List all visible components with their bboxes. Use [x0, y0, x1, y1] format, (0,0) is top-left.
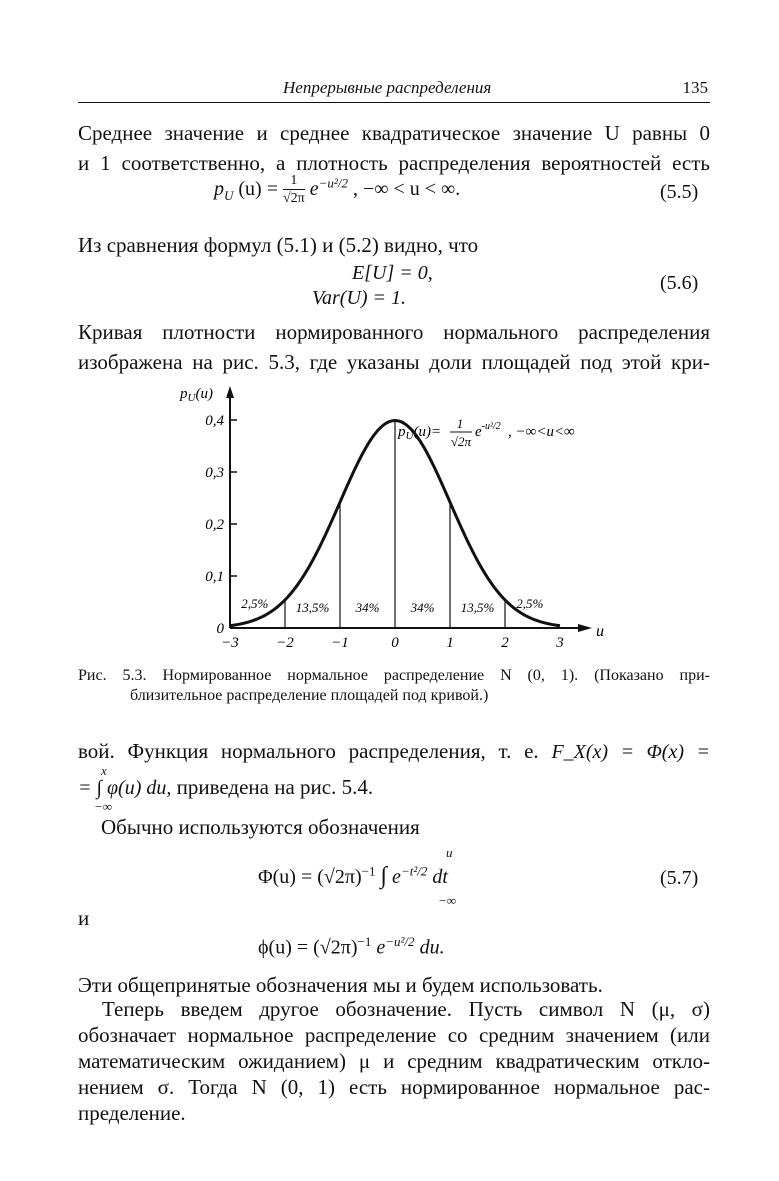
equation-number-5-7: (5.7): [660, 867, 699, 889]
p4-int-upper: x: [101, 763, 107, 778]
x-tick-label: 0: [391, 635, 399, 651]
formula-frac-den: √2π: [450, 434, 472, 449]
eq57-integrand-sup: −t²/2: [400, 863, 428, 879]
equation-phi: [258, 934, 445, 960]
paragraph-3: [78, 317, 710, 377]
y-tick-label: 0,2: [205, 517, 224, 533]
formula-frac-num: 1: [456, 416, 464, 431]
eq58-lhs: ϕ(u) = (√2π): [258, 936, 358, 959]
figure-5-3: [180, 380, 620, 655]
eq58-sup: −1: [357, 934, 372, 949]
x-axis-label: u: [596, 623, 604, 640]
x-tick-label: −2: [276, 635, 294, 651]
paragraph-line: нением σ. Тогда N (0, 1) есть нормированное нормальное рас-: [78, 1075, 710, 1099]
paragraph-line: обозначает нормальное распределение со средним значением (или: [78, 1023, 710, 1047]
equation-5-7: [258, 863, 448, 890]
paragraph-line: Кривая плотности нормированного нормального распределения: [78, 320, 710, 344]
paragraph-line: математическим ожиданием) μ и средним квадратическим откло-: [78, 1049, 710, 1073]
eq58-tail: du.: [419, 936, 445, 959]
eq58-base: e: [376, 936, 386, 959]
paragraph-line: изображена на рис. 5.3, где указаны доли площадей под этой кри-: [78, 350, 710, 374]
equation-number-5-6: (5.6): [660, 272, 699, 294]
formula-exp: $e^{-u^2/2}$: [475, 421, 501, 440]
page-number: 135: [682, 78, 708, 97]
running-title: Непрерывные распределения: [283, 78, 492, 97]
y-axis-arrow: [226, 386, 234, 398]
area-percentage-label: 2,5%: [516, 596, 544, 611]
equation-5-6-line2: Var(U) = 1.: [312, 287, 407, 309]
eq57-lhs: Φ(u) = (√2π): [258, 866, 362, 888]
paragraph-line: Теперь введем другое обозначение. Пусть символ N (μ, σ): [102, 997, 710, 1021]
x-tick-label: −1: [331, 635, 349, 651]
figure-caption: [78, 666, 710, 706]
p4-formula: F_X(x) = Φ(x) =: [551, 741, 711, 763]
paragraph-line: пределение.: [78, 1101, 186, 1125]
paragraph-line: и 1 соответственно, а плотность распределения вероятностей есть: [78, 151, 710, 175]
exp-sup: −u²/2: [318, 175, 348, 191]
eq57-integrand: e: [392, 866, 401, 888]
equation-5-5: [214, 173, 460, 208]
equation-5-6-line1: E[U] = 0,: [352, 262, 433, 284]
y-tick-label: 0,4: [205, 413, 224, 429]
frac-denominator: √2π: [283, 191, 305, 206]
formula-lhs: $p_U(u)=$: [398, 424, 442, 442]
running-header: [78, 76, 710, 103]
eq57-sup: −1: [361, 863, 376, 879]
eq57-tail: dt: [432, 866, 448, 888]
integral-sign: ∫: [380, 863, 388, 889]
paragraph-5: Обычно используются обозначения: [101, 815, 420, 839]
paragraph-2: Из сравнения формул (5.1) и (5.2) видно, что: [78, 233, 479, 257]
y-axis-label: $p_U(u)$: [180, 386, 213, 404]
area-percentage-label: 2,5%: [241, 596, 269, 611]
p4-text-2: приведена на рис. 5.4.: [176, 775, 374, 799]
x-tick-label: 3: [556, 635, 564, 651]
eq-fraction: [283, 173, 305, 208]
p4-int-lower: −∞: [94, 799, 113, 814]
eq58-base-sup: −u²/2: [385, 934, 415, 949]
caption-line: близительное распределение площадей под кривой.): [130, 687, 489, 704]
y-tick-label: 0,3: [205, 465, 224, 481]
paragraph-4-line1: [78, 736, 710, 767]
formula-domain: , −∞<u<∞: [508, 424, 575, 440]
eq-arg: (u) =: [238, 178, 278, 201]
eq-lhs: p: [214, 178, 224, 201]
area-percentage-label: 13,5%: [295, 600, 330, 615]
area-percentage-label: 13,5%: [460, 600, 495, 615]
exp-base: e: [309, 178, 319, 201]
equation-number-5-5: (5.5): [660, 181, 699, 203]
area-percentage-label: 34%: [355, 600, 380, 615]
x-tick-label: −3: [221, 635, 239, 651]
and-word: и: [78, 906, 90, 930]
eq57-int-upper: u: [446, 845, 453, 860]
caption-line: Рис. 5.3. Нормированное нормальное распределение N (0, 1). (Показано при-: [78, 667, 710, 684]
eq-sub: U: [224, 188, 234, 204]
p4-formula-2: = ∫ φ(u) du,: [78, 777, 172, 799]
paragraph-line: Среднее значение и среднее квадратическое значение U равны 0: [78, 121, 710, 145]
area-percentage-label: 34%: [410, 600, 435, 615]
x-tick-label: 1: [446, 635, 454, 651]
x-axis-arrow: [578, 624, 592, 632]
y-tick-label: 0: [216, 621, 224, 637]
frac-numerator: 1: [283, 173, 305, 190]
paragraph-1: [78, 118, 710, 178]
paragraph-6: Эти общепринятые обозначения мы и будем использовать.: [78, 973, 603, 997]
p4-text: вой. Функция нормального распределения, т. е.: [78, 739, 539, 763]
paragraph-7: [78, 996, 710, 1126]
y-tick-label: 0,1: [205, 569, 224, 585]
paragraph-4-line2: [78, 775, 373, 800]
eq57-int-lower: −∞: [438, 893, 457, 908]
eq-domain: , −∞ < u < ∞.: [352, 178, 461, 201]
x-tick-label: 2: [501, 635, 509, 651]
